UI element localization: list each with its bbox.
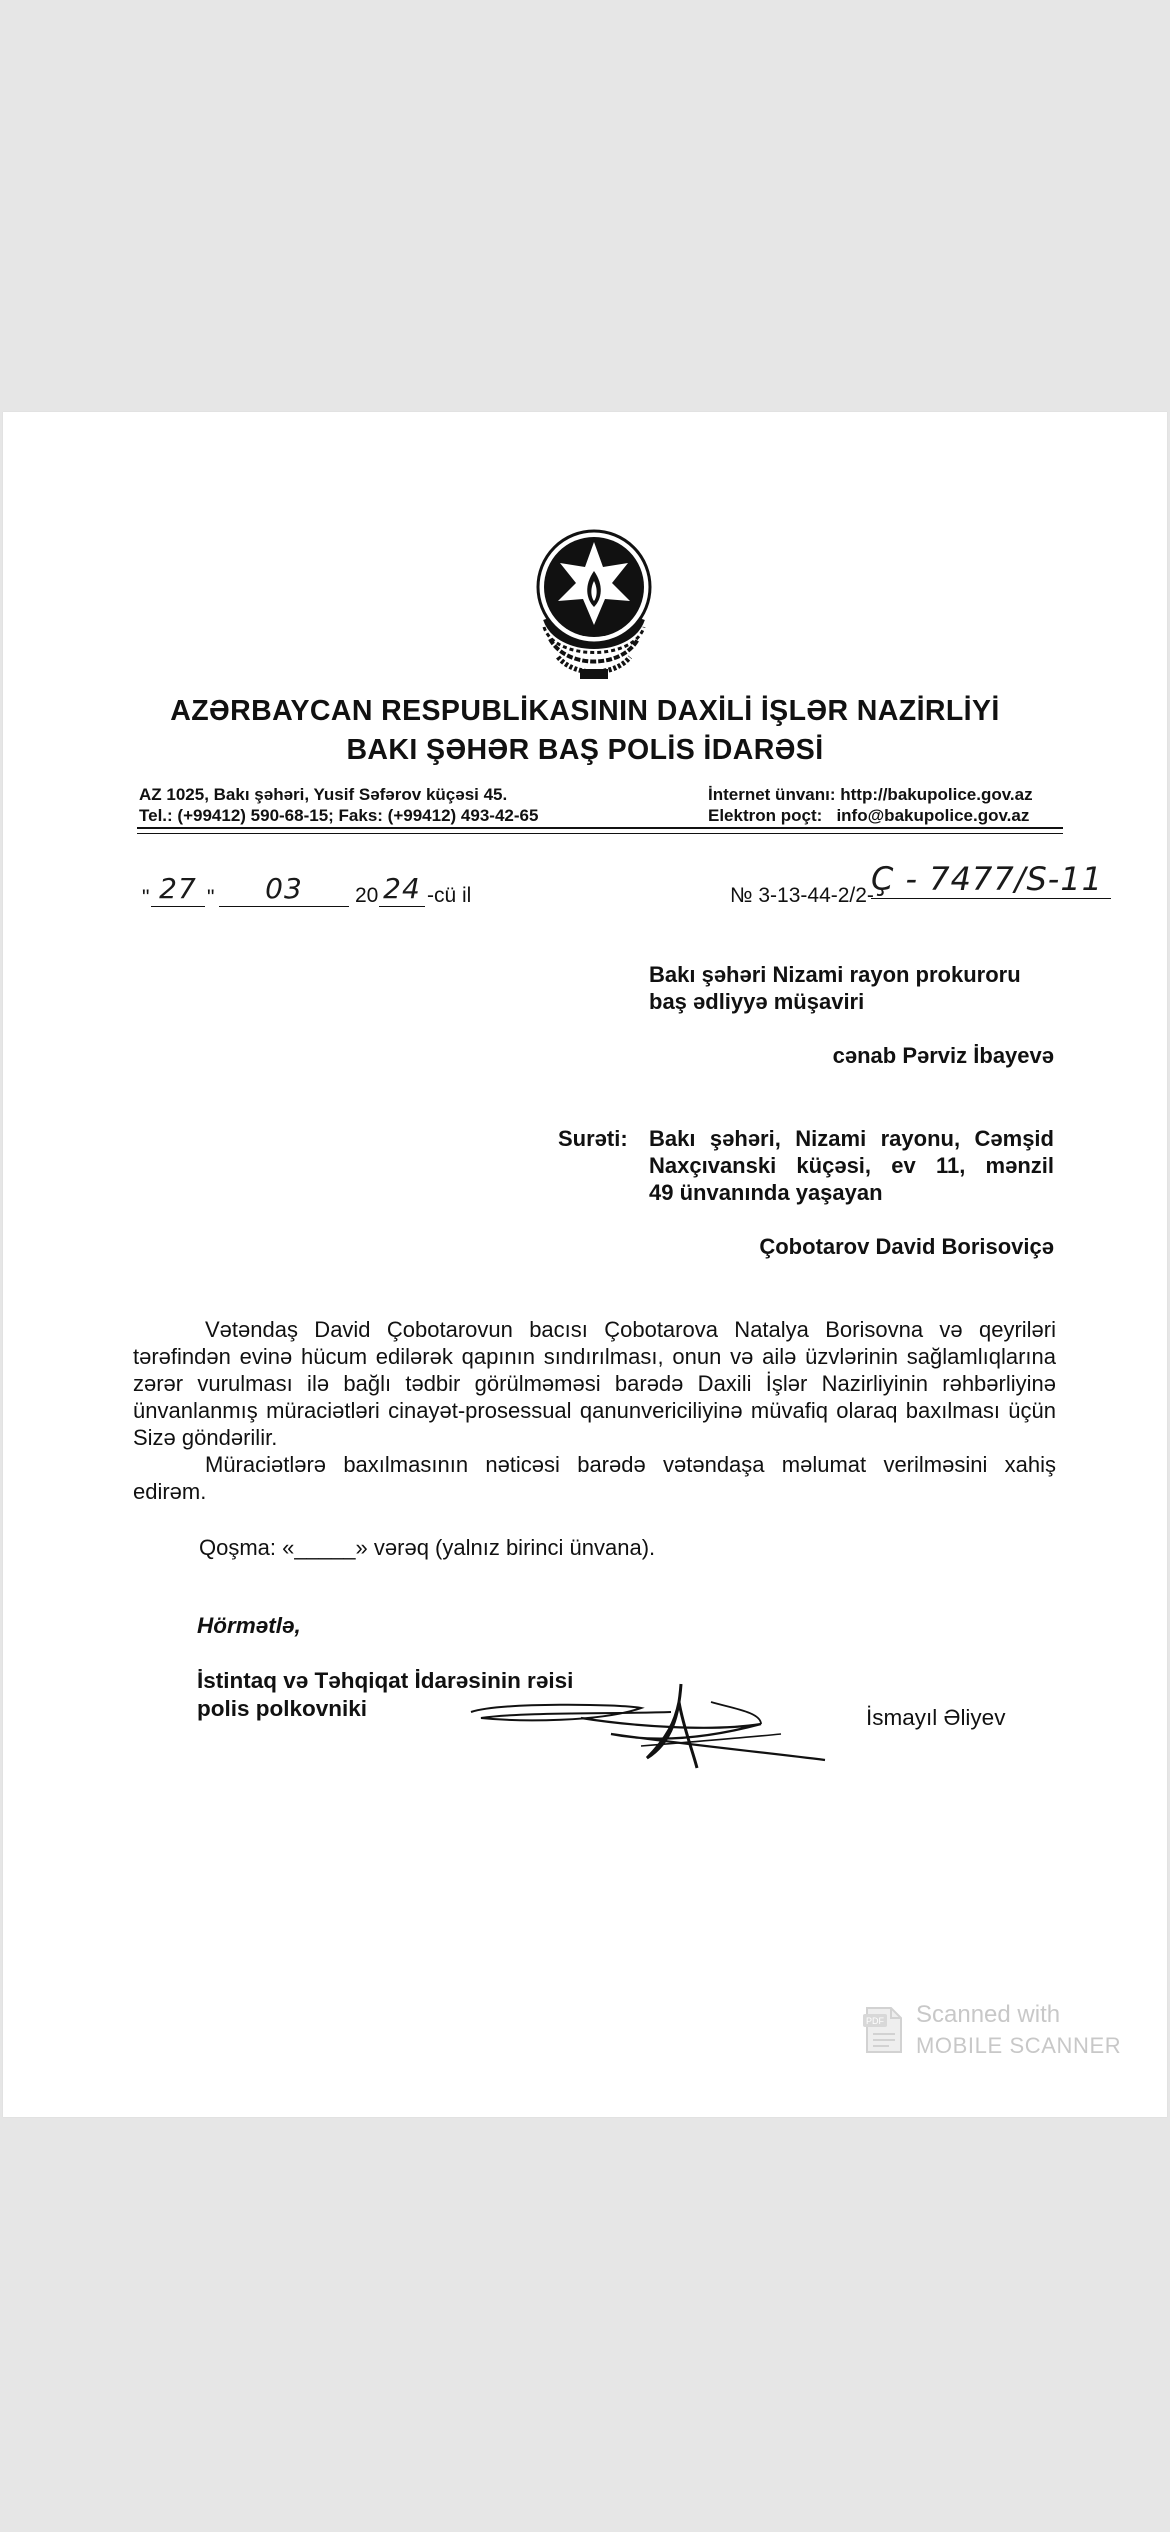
signature [461,1682,831,1772]
document-page [3,412,1167,2117]
body-paragraph-1: Vətəndaş David Çobotarovun bacısı Çobotarova Natalya Borisovna və qeyriləri tərəfindən evinə hücum edilərək qapının sındırılması, onun və ailə üzvlərinin sağlamlıqlarına zərər vurulması ilə bağlı tədbir görülməməsi barədə Daxili İşlər Nazirliyinin rəhbərliyinə ünvanlanmış müraciətləri cinayət-prosessual qanunvericiliyinə müvafiq olaraq baxılması üçün Sizə göndərilir. [133,1317,1056,1450]
header-rule-thin [137,833,1063,834]
regards: Hörmətlə, [197,1613,301,1638]
reference-prefix: № 3-13-44-2/2- [730,884,874,907]
phone-line: Tel.: (+99412) 590-68-15; Faks: (+99412) 493-42-65 [139,806,539,825]
ministry-title: AZƏRBAYCAN RESPUBLİKASININ DAXİLİ İŞLƏR NAZİRLİYİ [170,695,1000,727]
recipient-line2: baş ədliyyə müşaviri [649,989,865,1014]
signatory-title-line2: polis polkovniki [197,1696,368,1721]
attachment-line: Qoşma: «_____» vərəq (yalnız birinci ünvana). [199,1535,656,1560]
watermark-line1: Scanned with [916,2001,1061,2028]
contact-right [708,784,1033,826]
copy-label: Surəti: [558,1126,628,1151]
copy-name: Çobotarov David Borisoviçə [759,1234,1054,1259]
website-line: İnternet ünvanı: http://bakupolice.gov.az [708,785,1033,804]
body-paragraph-2: Müraciətlərə baxılmasının nəticəsi barədə vətəndaşa məlumat verilməsini xahiş edirəm. [133,1452,1056,1504]
pdf-document-icon [861,2004,907,2056]
pdf-icon-label: PDF [866,2016,884,2026]
department-title: BAKI ŞƏHƏR BAŞ POLİS İDARƏSİ [346,734,824,766]
copy-line2: Naxçıvanski küçəsi, ev 11, mənzil [649,1153,1054,1178]
header-rule [137,827,1063,829]
copy-line3: 49 ünvanında yaşayan [649,1180,883,1205]
date-suffix: -cü il [427,884,472,907]
reference-handwritten: Ç - 7477/S-11 [871,860,1111,899]
state-emblem-icon [524,527,664,687]
email-line: Elektron poçt: info@bakupolice.gov.az [708,806,1030,825]
date-line: " 27 " 03 20 24 -cü il [142,872,472,909]
signatory-name: İsmayıl Əliyev [866,1705,1006,1730]
address-line: AZ 1025, Bakı şəhəri, Yusif Səfərov küçəsi 45. [139,785,508,804]
watermark-line2: MOBILE SCANNER [916,2033,1122,2058]
date-year-suffix: 24 [379,872,425,907]
contact-left [139,784,538,826]
recipient-block [649,961,1021,1015]
signatory-title-line1: İstintaq və Təhqiqat İdarəsinin rəisi [197,1668,574,1693]
copy-line1: Bakı şəhəri, Nizami rayonu, Cəmşid [649,1126,1054,1151]
recipient-name: cənab Pərviz İbayevə [832,1043,1054,1068]
date-year-prefix: 20 [355,884,379,907]
date-day: 27 [151,872,205,907]
date-month: 03 [219,872,349,907]
recipient-line1: Bakı şəhəri Nizami rayon prokuroru [649,962,1021,987]
copy-address [649,1125,1054,1206]
